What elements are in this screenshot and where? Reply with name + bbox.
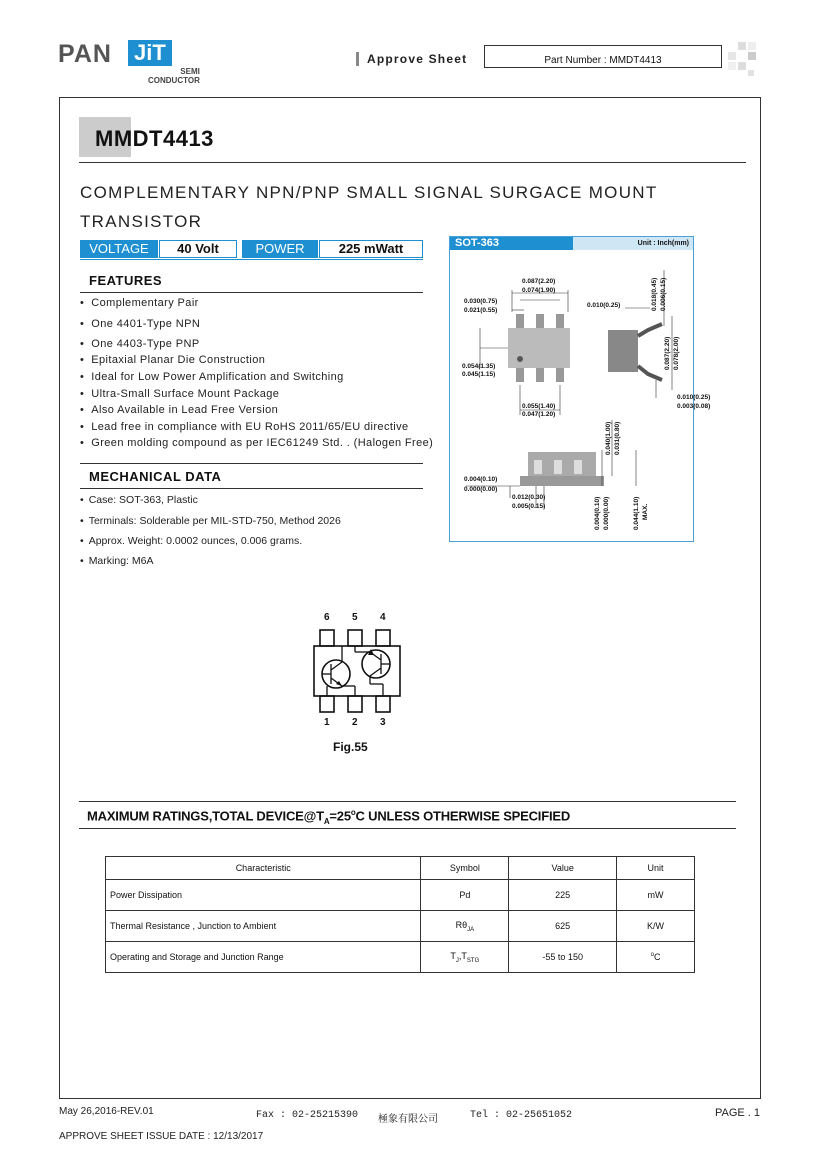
ratings-table — [105, 856, 695, 973]
dim-label: 0.004(0.10) — [594, 496, 601, 530]
ratings-top-rule — [79, 801, 736, 802]
dim-label: 0.087(2.20) — [664, 336, 671, 370]
dim-label: 0.044(1.10) — [633, 496, 640, 530]
symbol-subscript: JA — [467, 926, 475, 933]
dim-label: 0.078(2.00) — [673, 336, 680, 370]
features-heading: FEATURES — [89, 273, 163, 288]
logo-subtitle — [148, 67, 200, 85]
feature-item: • One 4401-Type NPN — [80, 318, 200, 330]
feature-item: • Ultra-Small Surface Mount Package — [80, 388, 279, 400]
title-rule — [79, 162, 746, 163]
ratings-heading-sub: A — [323, 816, 330, 826]
dim-label: 0.087(2.20) — [522, 278, 556, 285]
pin-label: 6 — [324, 612, 330, 623]
logo-jit: JiT — [128, 40, 172, 66]
unit-cell — [617, 942, 695, 973]
symbol-cell — [421, 911, 509, 942]
mechanical-item: • Terminals: Solderable per MIL-STD-750, Method 2026 — [80, 515, 341, 527]
footer-date: May 26,2016-REV.01 — [59, 1106, 154, 1117]
unit-cell: K/W — [617, 911, 695, 942]
symbol-subscript-2: STG — [466, 957, 480, 964]
subtitle-line-1: COMPLEMENTARY NPN/PNP SMALL SIGNAL SURGACE MOUNT — [80, 183, 658, 202]
approve-bar-mark — [356, 52, 359, 66]
footer-fax: Fax : 02-25215390 — [256, 1110, 359, 1121]
feature-item: • Complementary Pair — [80, 297, 199, 309]
unit-superscript: o — [650, 952, 654, 958]
table-header-row — [106, 857, 695, 880]
symbol-text: Pd — [459, 890, 471, 900]
footer-company: 極象有限公司 — [378, 1114, 438, 1125]
symbol-cell — [421, 942, 509, 973]
characteristic-cell: Operating and Storage and Junction Range — [106, 942, 421, 973]
symbol-text: Rθ — [455, 919, 468, 930]
dim-label: 0.031(0.80) — [614, 421, 621, 455]
voltage-value: 40 Volt — [159, 240, 237, 258]
pin-label: 3 — [380, 717, 386, 728]
column-header: Value — [509, 857, 617, 880]
value-cell: 225 — [509, 880, 617, 911]
dim-label: 0.030(0.75) — [464, 298, 498, 305]
dim-label: 0.074(1.90) — [522, 287, 556, 294]
feature-item: • Green molding compound as per IEC61249 Std. . (Halogen Free) — [80, 437, 433, 449]
dim-label: 0.047(1.20) — [522, 411, 556, 418]
pin-label: 1 — [324, 717, 330, 728]
dim-label: 0.040(1.00) — [605, 421, 612, 455]
column-header: Unit — [617, 857, 695, 880]
dim-label: 0.054(1.35) — [462, 363, 496, 370]
dim-label: 0.003(0.08) — [677, 403, 711, 410]
part-number-box: Part Number : MMDT4413 — [484, 45, 722, 68]
transistor-circuit-diagram — [300, 624, 410, 718]
subtitle-line-2: TRANSISTOR — [80, 212, 203, 231]
ratings-heading-post: C UNLESS OTHERWISE SPECIFIED — [355, 808, 571, 824]
figure-caption: Fig.55 — [333, 740, 368, 754]
dim-label: 0.055(1.40) — [522, 403, 556, 410]
logo-sub-line-2: CONDUCTOR — [148, 76, 200, 85]
table-row — [106, 880, 695, 911]
table-row — [106, 911, 695, 942]
dim-label: 0.005(0.15) — [512, 503, 546, 510]
table-row — [106, 942, 695, 973]
dim-label: 0.000(0.00) — [603, 496, 610, 530]
approve-sheet-label: Approve Sheet — [367, 52, 468, 66]
ratings-heading-mid: =25 — [329, 808, 351, 824]
mechanical-heading: MECHANICAL DATA — [89, 469, 222, 484]
dim-label: 0.010(0.25) — [587, 302, 621, 309]
features-rule — [80, 292, 423, 293]
package-unit: Unit : Inch(mm) — [573, 237, 693, 250]
spec-underline — [80, 259, 423, 260]
column-header: Symbol — [421, 857, 509, 880]
characteristic-cell: Power Dissipation — [106, 880, 421, 911]
mech-rule — [80, 488, 423, 489]
symbol-subscript: J — [455, 957, 459, 964]
feature-item: • Ideal for Low Power Amplification and Switching — [80, 371, 344, 383]
mechanical-item: • Marking: M6A — [80, 555, 153, 567]
dim-label: 0.006(0.15) — [660, 277, 667, 311]
dim-label: 0.021(0.55) — [464, 307, 498, 314]
corner-pattern-icon — [724, 40, 764, 80]
logo-pan: PAN — [58, 40, 112, 68]
unit-text: C — [653, 952, 661, 962]
mech-top-rule — [80, 463, 423, 464]
pin-label: 5 — [352, 612, 358, 623]
pin-label: 2 — [352, 717, 358, 728]
unit-cell: mW — [617, 880, 695, 911]
power-value: 225 mWatt — [319, 240, 423, 258]
symbol-cell — [421, 880, 509, 911]
value-cell: -55 to 150 — [509, 942, 617, 973]
ratings-heading — [87, 808, 570, 826]
dim-label: 0.012(0.30) — [512, 494, 546, 501]
dim-label: MAX. — [642, 503, 649, 520]
symbol-text: T — [450, 950, 456, 961]
ratings-heading-pre: MAXIMUM RATINGS,TOTAL DEVICE@T — [87, 808, 324, 824]
page-subtitle — [80, 178, 658, 236]
pin-label: 4 — [380, 612, 386, 623]
value-cell: 625 — [509, 911, 617, 942]
voltage-label: VOLTAGE — [80, 240, 158, 258]
package-name: SOT-363 — [450, 237, 573, 250]
dim-label: 0.018(0.45) — [651, 277, 658, 311]
feature-item: • One 4403-Type PNP — [80, 338, 200, 350]
page-title: MMDT4413 — [95, 126, 214, 151]
symbol-text-2: ,T — [458, 950, 467, 961]
footer-page: PAGE . 1 — [715, 1107, 761, 1119]
dim-label: 0.010(0.25) — [677, 394, 711, 401]
feature-item: • Also Available in Lead Free Version — [80, 404, 278, 416]
footer-tel: Tel : 02-25651052 — [470, 1110, 573, 1121]
dim-label: 0.004(0.10) — [464, 476, 498, 483]
dim-label: 0.045(1.15) — [462, 371, 496, 378]
ratings-heading-sup: o — [350, 808, 356, 817]
column-header: Characteristic — [106, 857, 421, 880]
footer-issue-date: APPROVE SHEET ISSUE DATE : 12/13/2017 — [59, 1131, 264, 1142]
power-label: POWER — [242, 240, 318, 258]
dim-label: 0.000(0.00) — [464, 486, 498, 493]
logo-sub-line-1: SEMI — [180, 67, 200, 76]
characteristic-cell: Thermal Resistance , Junction to Ambient — [106, 911, 421, 942]
feature-item: • Epitaxial Planar Die Construction — [80, 354, 265, 366]
feature-item: • Lead free in compliance with EU RoHS 2011/65/EU directive — [80, 421, 409, 433]
mechanical-item: • Approx. Weight: 0.0002 ounces, 0.006 grams. — [80, 535, 302, 547]
ratings-bottom-rule — [79, 828, 736, 829]
mechanical-item: • Case: SOT-363, Plastic — [80, 494, 198, 506]
